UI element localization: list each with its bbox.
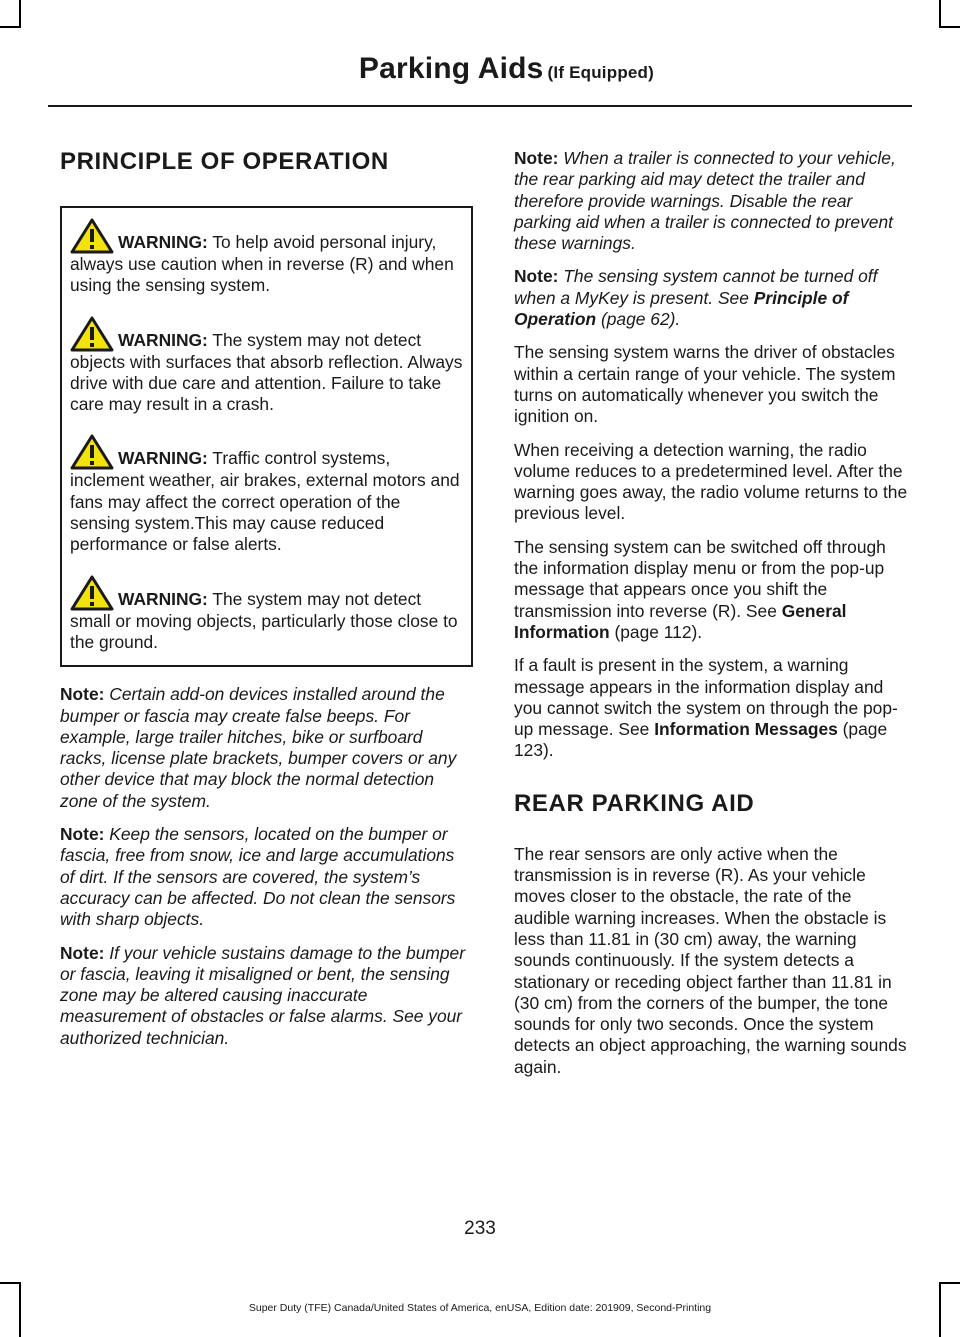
crop-mark xyxy=(939,1282,960,1284)
paragraph-text: (page 123). xyxy=(514,719,888,761)
warning-label: WARNING: xyxy=(118,588,208,609)
section-heading-principle: PRINCIPLE OF OPERATION xyxy=(60,148,389,175)
cross-reference-link[interactable]: Information Messages xyxy=(654,719,838,740)
left-column xyxy=(60,148,473,1061)
crop-mark xyxy=(19,0,21,28)
note-vehicle-damage xyxy=(60,943,473,1049)
note-label: Note: xyxy=(60,684,105,705)
note-text: When a trailer is connected to your vehicle, the rear parking aid may detect the trailer and therefore provide warnings. Disable the rear parking aid when a trailer is connected to prevent these warnings. xyxy=(514,148,896,254)
warning-label: WARNING: xyxy=(118,448,208,469)
warning-triangle-icon xyxy=(70,434,114,470)
crop-mark xyxy=(0,26,21,28)
cross-reference-link[interactable]: General Information xyxy=(514,600,847,642)
warning-text: The system may not detect small or moving objects, particularly those close to the ground. xyxy=(70,588,458,652)
note-text: (page 62). xyxy=(596,309,681,330)
section-heading-rear-parking-aid: REAR PARKING AID xyxy=(514,789,755,817)
note-text: If your vehicle sustains damage to the bumper or fascia, leaving it misaligned or bent, the sensing zone may be altered causing inaccurate measurement of obstacles or false alarms. See your authorized technician. xyxy=(60,942,466,1048)
note-text: Certain add-on devices installed around the bumper or fascia may create false beeps. For example, large trailer hitches, bike or surfboard racks, license plate brackets, bumper covers or any other device that may block the normal detection zone of the system. xyxy=(60,684,457,811)
paragraph-text: If a fault is present in the system, a warning message appears in the information display and you cannot switch the system on through the pop-up message. See xyxy=(514,655,898,740)
warning-item xyxy=(70,434,465,555)
header-divider xyxy=(48,105,912,107)
note-label: Note: xyxy=(514,148,559,168)
warning-triangle-icon xyxy=(70,218,114,254)
page-number: 233 xyxy=(464,1218,496,1239)
warning-triangle-icon xyxy=(70,575,114,611)
paragraph-text: The sensing system can be switched off through the information display menu or from the pop-up message that appears once you shift the transmission into reverse (R). See xyxy=(514,536,886,621)
note-keep-sensors-clean xyxy=(60,824,473,930)
paragraph-switch-off xyxy=(514,537,908,643)
note-trailer xyxy=(514,148,908,254)
paragraph-fault xyxy=(514,655,908,761)
note-add-on-devices xyxy=(60,684,473,812)
warning-label: WARNING: xyxy=(118,329,208,350)
warning-text: To help avoid personal injury, always use caution when in reverse (R) and when using the sensing system. xyxy=(70,232,454,296)
page-header xyxy=(359,52,654,86)
footer-edition-info: Super Duty (TFE) Canada/United States of America, enUSA, Edition date: 201909, Second-Printing xyxy=(248,1302,712,1314)
warning-item xyxy=(70,316,465,416)
note-text: The sensing system cannot be turned off when a MyKey is present. See xyxy=(514,266,878,308)
warning-label: WARNING: xyxy=(118,232,208,252)
note-text: Keep the sensors, located on the bumper or fascia, free from snow, ice and large accumulations of dirt. If the sensors are covered, the system’s accuracy can be affected. Do not clean the sensors with sharp objects. xyxy=(60,824,456,930)
cross-reference-link[interactable]: Principle of Operation xyxy=(514,287,849,330)
right-column xyxy=(514,148,908,1090)
warning-text: The system may not detect objects with surfaces that absorb reflection. Always drive with due care and attention. Failure to take care may result in a crash. xyxy=(70,329,463,415)
note-mykey xyxy=(514,266,908,330)
note-label: Note: xyxy=(60,824,105,845)
header-subtitle: (If Equipped) xyxy=(547,63,654,82)
paragraph-sensing-warns: The sensing system warns the driver of obstacles within a certain range of your vehicle. The system turns on automatically whenever you switch the ignition on. xyxy=(514,342,896,427)
note-label: Note: xyxy=(60,942,105,963)
warning-triangle-icon xyxy=(70,316,114,352)
paragraph-text: (page 112). xyxy=(609,621,703,642)
note-label: Note: xyxy=(514,266,559,287)
crop-mark xyxy=(939,26,960,28)
warning-box xyxy=(60,206,473,667)
warning-item xyxy=(70,218,465,297)
paragraph-radio-volume: When receiving a detection warning, the radio volume reduces to a predetermined level. After the warning goes away, the radio volume returns to the previous level. xyxy=(514,439,908,524)
warning-text: Traffic control systems, inclement weather, air brakes, external motors and fans may affect the correct operation of the sensing system.This may cause reduced performance or false alerts. xyxy=(70,448,460,555)
header-title: Parking Aids xyxy=(358,52,544,85)
paragraph-rear-sensors: The rear sensors are only active when the transmission is in reverse (R). As your vehicle moves closer to the obstacle, the rate of the audible warning increases. When the obstacle is less than 11.81 in (30 cm) away, the warning sounds continuously. If the system detects a stationary or receding object farther than 11.81 in (30 cm) from the corners of the bumper, the tone sounds for only two seconds. Once the system detects an object approaching, the warning sounds again. xyxy=(514,843,907,1077)
crop-mark xyxy=(0,1282,21,1284)
crop-mark xyxy=(939,0,941,28)
warning-item xyxy=(70,575,465,654)
